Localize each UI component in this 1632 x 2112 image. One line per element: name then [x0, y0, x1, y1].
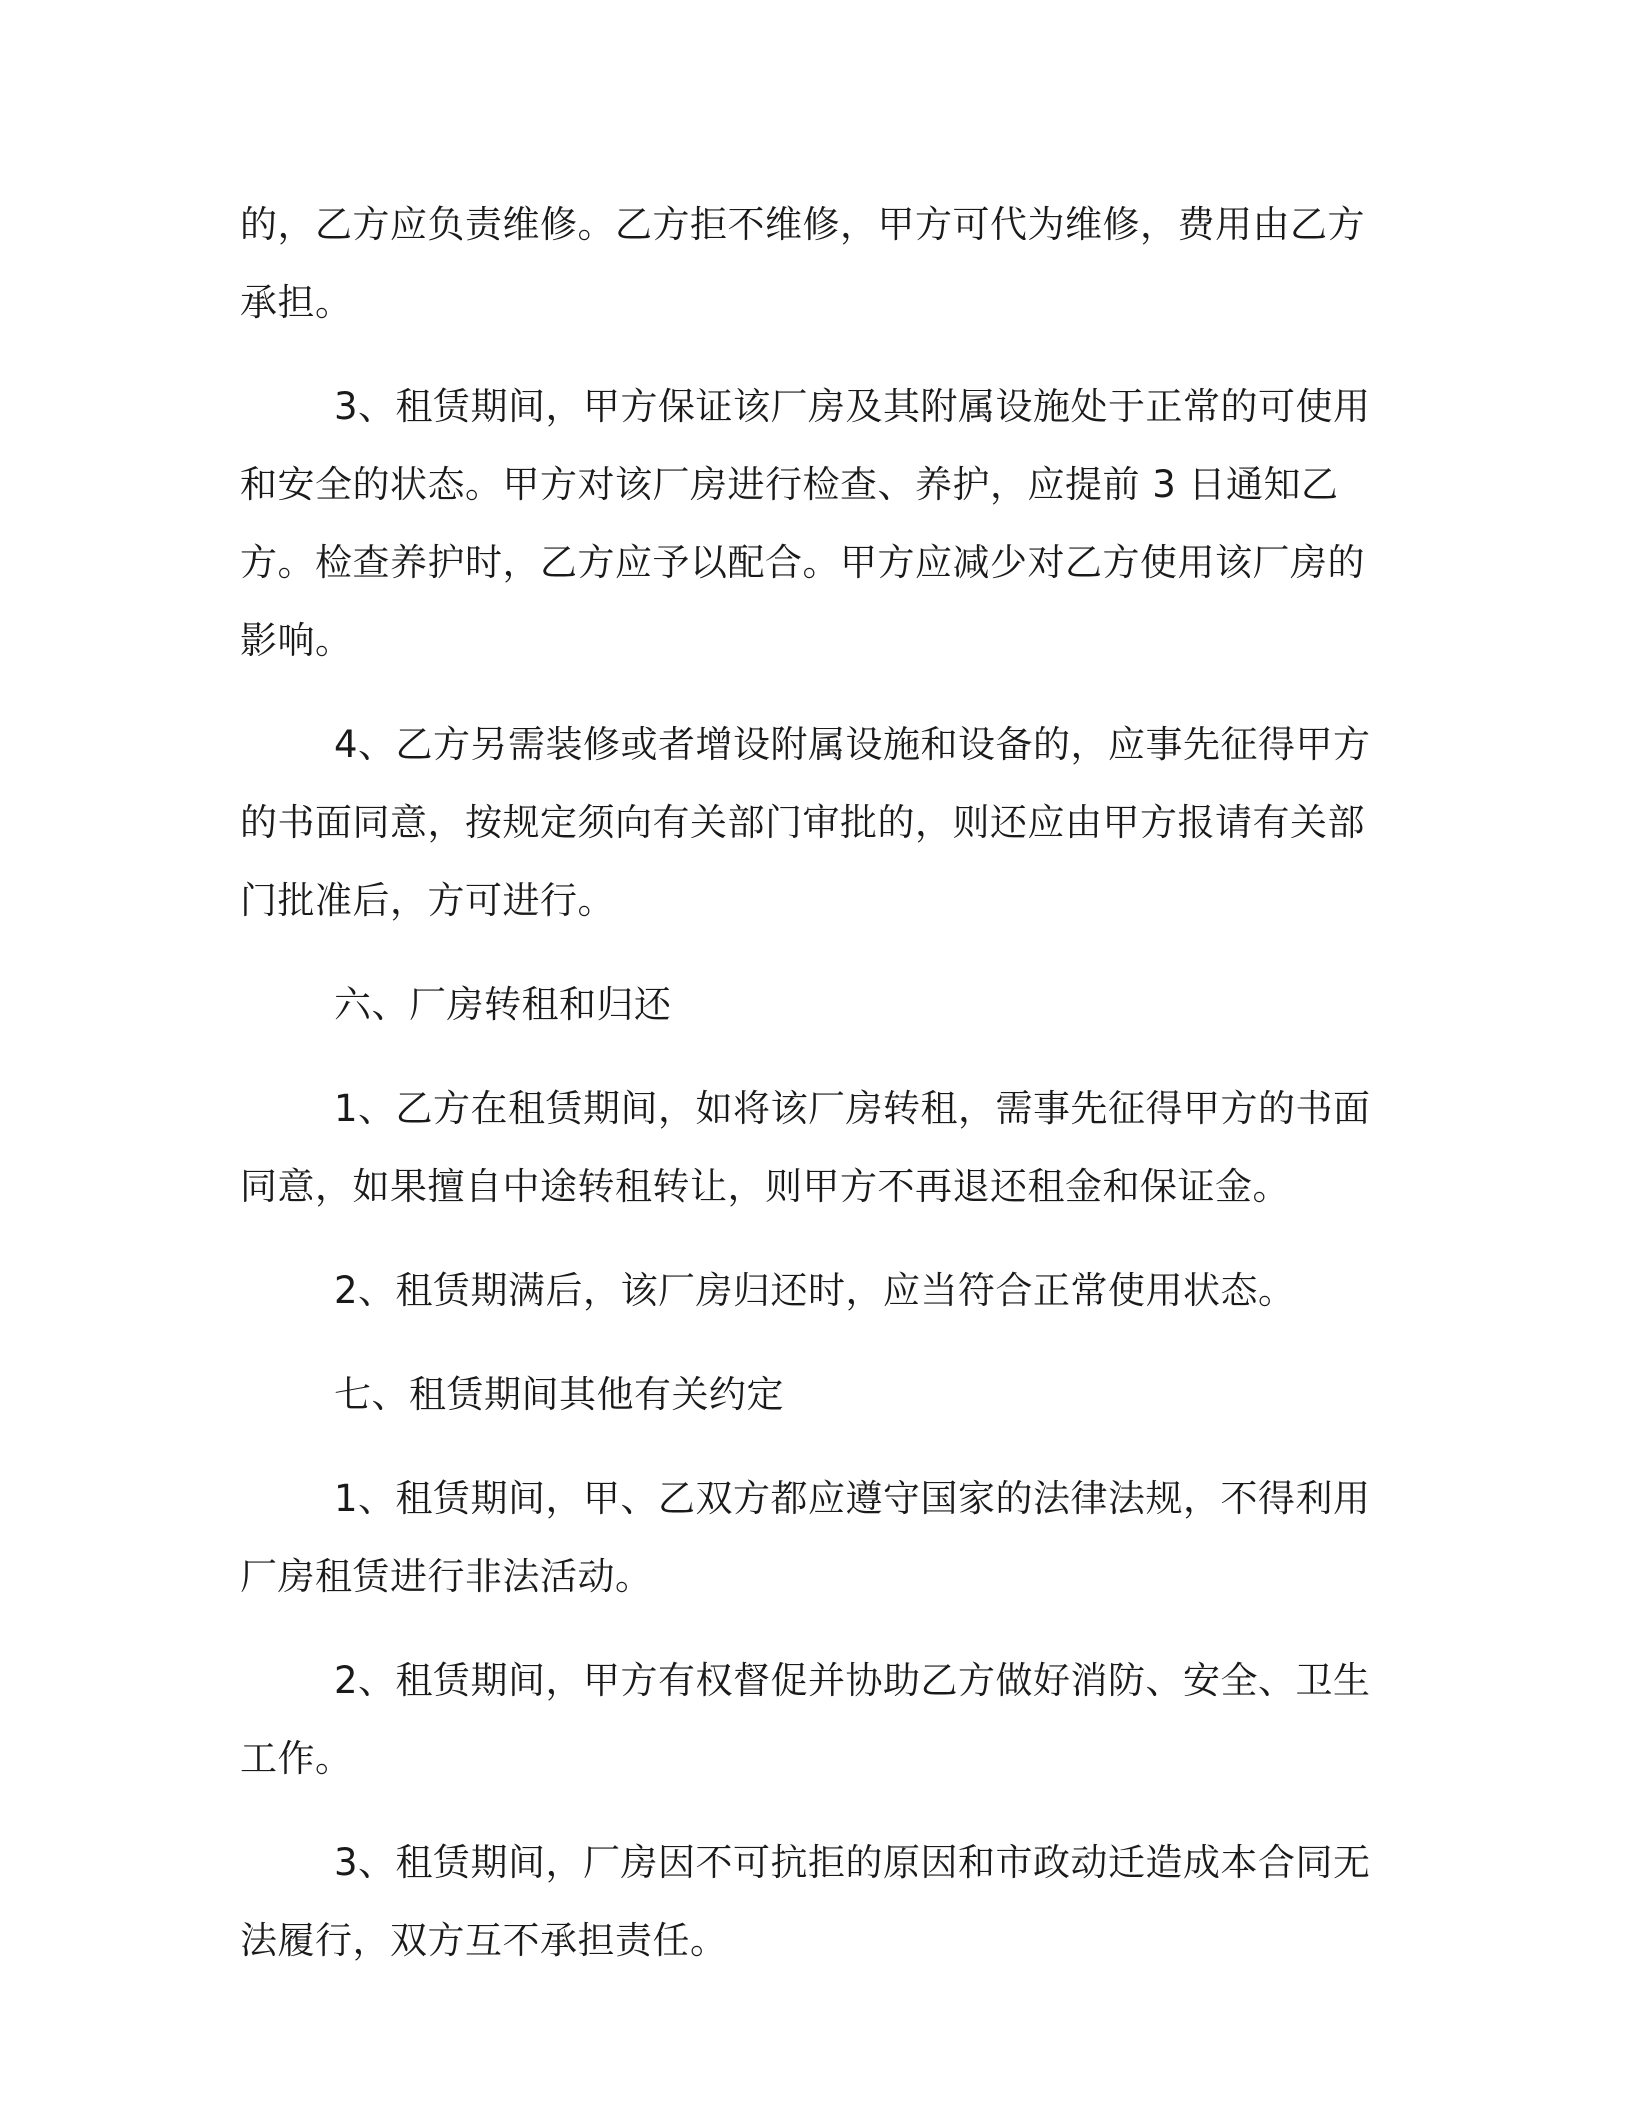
paragraph-repair-continuation: 的，乙方应负责维修。乙方拒不维修，甲方可代为维修，费用由乙方承担。: [240, 203, 1365, 324]
paragraph-clause-4-renovation: 4、乙方另需装修或者增设附属设施和设备的，应事先征得甲方的书面同意，按规定须向有关部门审批的，则还应由甲方报请有关部门批准后，方可进行。: [240, 723, 1371, 922]
paragraph-sublease-1: 1、乙方在租赁期间，如将该厂房转租，需事先征得甲方的书面同意，如果擅自中途转租转让，则甲方不再退还租金和保证金。: [240, 1087, 1371, 1208]
paragraph-clause-3-safety: 3、租赁期间，甲方保证该厂房及其附属设施处于正常的可使用和安全的状态。甲方对该厂房进行检查、养护，应提前 3 日通知乙方。检查养护时，乙方应予以配合。甲方应减少对乙方使用该厂房的影响。: [240, 385, 1371, 662]
paragraph-other-3: 3、租赁期间，厂房因不可抗拒的原因和市政动迁造成本合同无法履行，双方互不承担责任。: [240, 1841, 1371, 1962]
document-body: [240, 186, 1390, 2006]
section-heading-other-terms: 七、租赁期间其他有关约定: [334, 1373, 784, 1416]
section-heading-sublease: 六、厂房转租和归还: [334, 983, 672, 1026]
paragraph-other-1: 1、租赁期间，甲、乙双方都应遵守国家的法律法规，不得利用厂房租赁进行非法活动。: [240, 1477, 1371, 1598]
paragraph-sublease-2: 2、租赁期满后，该厂房归还时，应当符合正常使用状态。: [334, 1269, 1296, 1312]
paragraph-other-2: 2、租赁期间，甲方有权督促并协助乙方做好消防、安全、卫生工作。: [240, 1659, 1371, 1780]
